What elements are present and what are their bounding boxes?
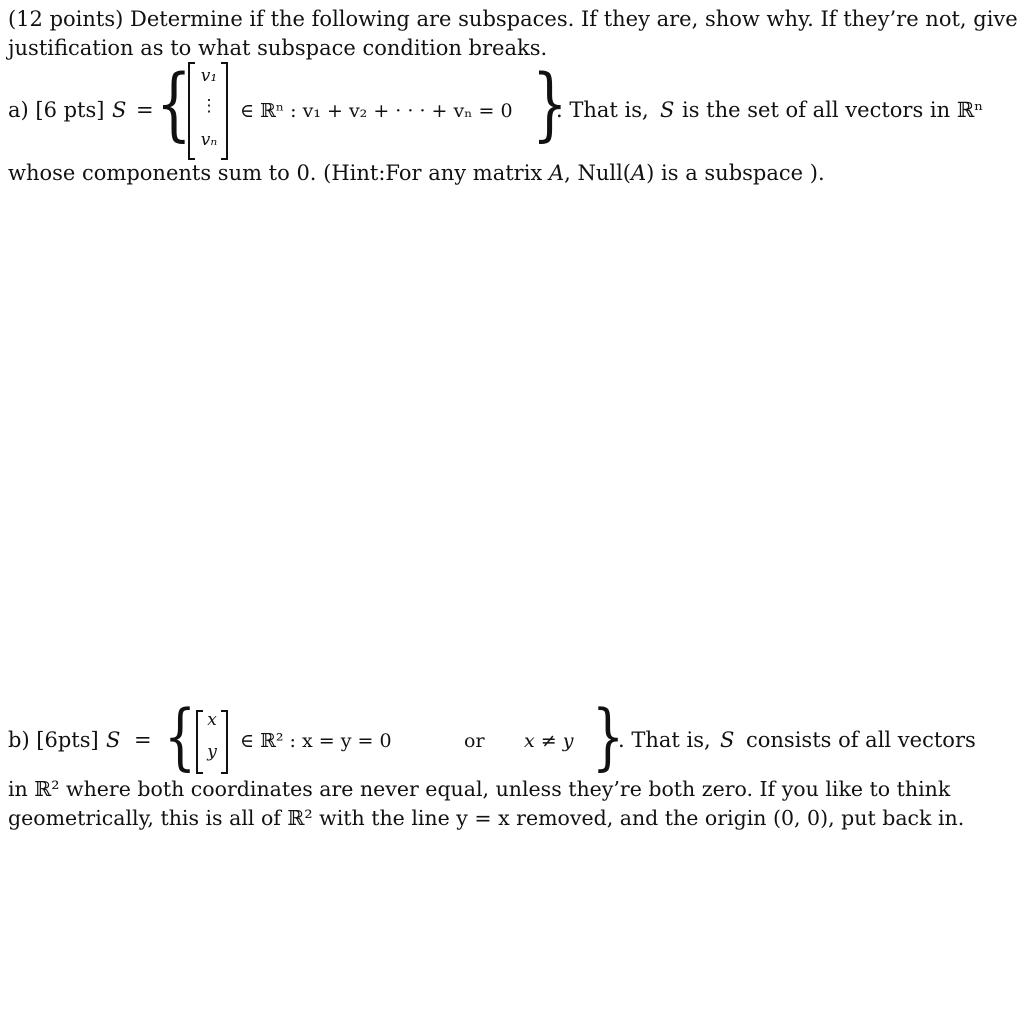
part-a-label: a) [6 pts] [8, 98, 105, 122]
vector-a-bot: vₙ [200, 130, 218, 150]
part-b-after-2: consists of all vectors [746, 728, 976, 752]
vector-bracket-right-a [221, 62, 228, 160]
intro-line-1: (12 points) Determine if the following are subspaces. If they are, show why. If they’re not, give [8, 7, 1018, 31]
part-a-line-2 [8, 161, 825, 185]
left-brace-a: { [156, 57, 192, 150]
part-a-after-var: S [660, 98, 675, 122]
part-a-line2-b: , Null( [564, 161, 631, 185]
part-b-condition-2: x ≠ y [524, 730, 574, 752]
part-b-label: b) [6pts] [8, 728, 99, 752]
part-a-equals: = [136, 98, 154, 122]
part-b-or: or [464, 730, 485, 752]
part-a-set-var: S [112, 98, 127, 122]
part-a-line2-text: whose components sum to 0. (Hint:For any matrix [8, 161, 543, 185]
part-b-condition-1: ∈ ℝ² : x = y = 0 [240, 730, 392, 752]
right-brace-a: } [532, 57, 568, 150]
part-b-equals: = [134, 728, 152, 752]
part-a-line2-c: ) is a subspace ). [646, 161, 825, 185]
vector-bracket-right-b [221, 710, 228, 774]
part-b-after-var: S [720, 728, 735, 752]
part-b-formula [8, 694, 1018, 778]
intro-line-2: justification as to what subspace condition breaks. [8, 36, 548, 60]
part-a-line2-var2: A [631, 161, 647, 185]
part-a-formula [8, 57, 1018, 160]
part-b-set-var: S [106, 728, 121, 752]
part-a-after: . That is, [556, 98, 649, 122]
part-a-line2-var: A [548, 161, 565, 185]
vector-a-mid: ⋮ [200, 96, 218, 116]
part-a-after-2: is the set of all vectors in ℝⁿ [682, 98, 984, 122]
vector-b-top: x [207, 710, 217, 730]
right-brace-b: } [592, 694, 625, 778]
left-brace-b: { [164, 694, 197, 778]
part-b-line-2: in ℝ² where both coordinates are never equal, unless they’re both zero. If you like to think [8, 777, 951, 801]
part-b-after: . That is, [618, 728, 711, 752]
vector-a-top: v₁ [200, 66, 218, 86]
vector-b-bot: y [207, 742, 217, 762]
part-a-condition: ∈ ℝⁿ : v₁ + v₂ + · · · + vₙ = 0 [240, 100, 513, 122]
part-b-line-3: geometrically, this is all of ℝ² with the line y = x removed, and the origin (0, 0), put back in. [8, 806, 965, 830]
